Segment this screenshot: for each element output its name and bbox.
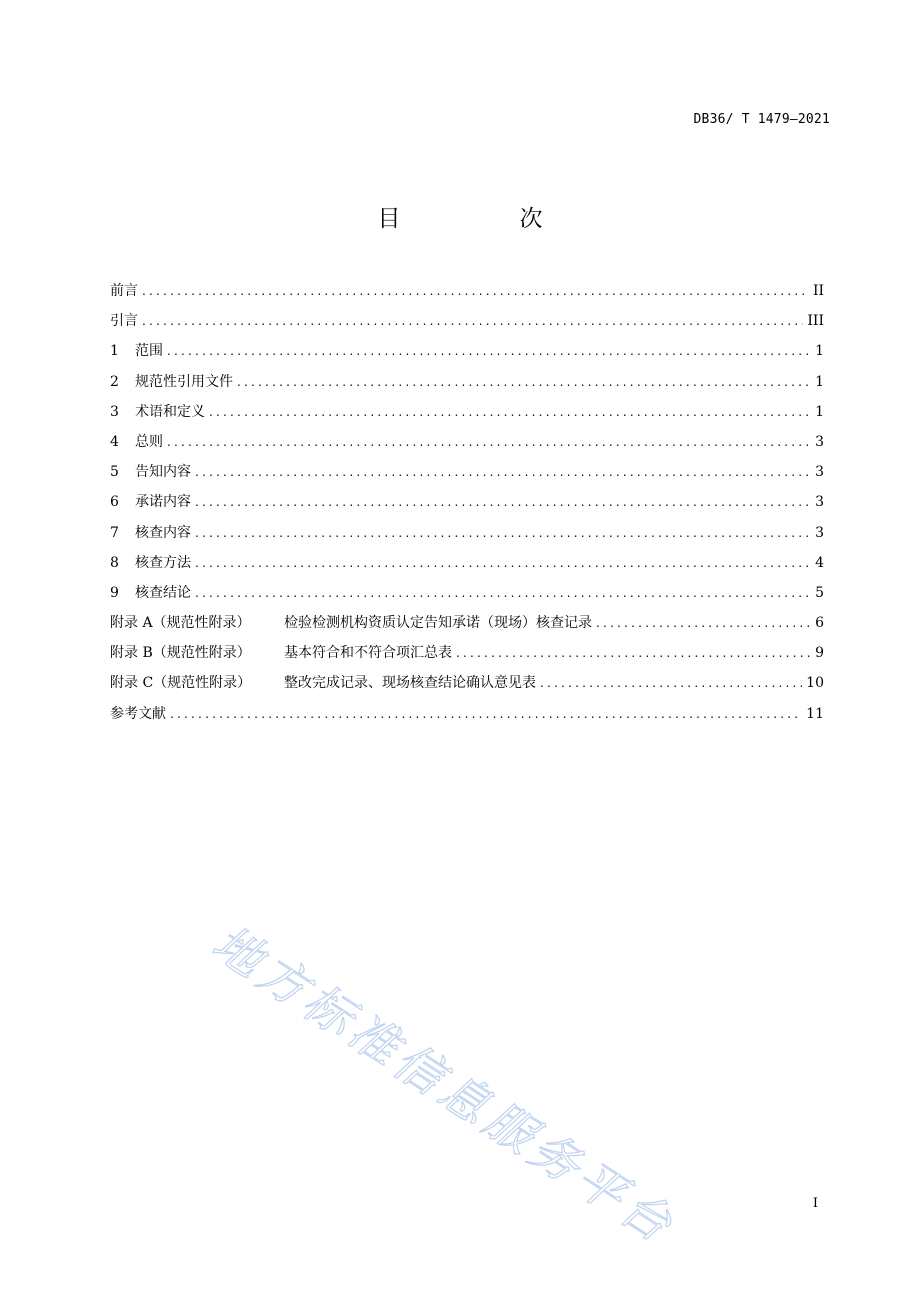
toc-entry-label: 规范性引用文件 [135,373,233,390]
toc-entry-page: 3 [815,494,824,511]
toc-entry-label: 检验检测机构资质认定告知承诺（现场）核查记录 [284,615,592,632]
toc-leader-dots [456,638,810,668]
toc-entry-number: 6 [110,494,119,511]
toc-entry-label: 核查结论 [135,584,191,601]
toc-entry[interactable] [110,397,824,427]
toc-entry-number: 4 [110,433,119,450]
toc-entry[interactable] [110,548,824,578]
toc-leader-dots [195,578,810,608]
toc-entry-page: 6 [815,615,824,632]
watermark: 地方标准信息服务平台 [202,914,686,1256]
toc-entry-annex: 附录 A（规范性附录） [110,615,251,632]
toc-entry-number: 8 [110,554,119,571]
toc-leader-dots [142,276,809,306]
toc-entry-number: 1 [110,343,119,360]
toc-leader-dots [195,457,810,487]
toc-leader-dots [209,397,810,427]
document-code: DB36/ T 1479—2021 [693,112,830,127]
toc-leader-dots [167,336,810,366]
toc-entry[interactable] [110,638,824,668]
toc-leader-dots [195,518,810,548]
toc-leader-dots [540,668,802,698]
toc-entry-label: 整改完成记录、现场核查结论确认意见表 [284,675,536,692]
toc-entry-page: 9 [815,645,824,662]
toc-entry-page: 3 [815,524,824,541]
toc-entry-page: 1 [815,373,824,390]
toc-entry-page: 11 [806,705,824,722]
toc-entry-page: 5 [815,584,824,601]
toc-entry-page: III [807,313,824,330]
toc-entry-page: 10 [806,675,824,692]
toc-entry[interactable] [110,487,824,517]
toc-entry-label: 基本符合和不符合项汇总表 [284,645,452,662]
toc-entry[interactable] [110,578,824,608]
toc-leader-dots [195,487,810,517]
page-title: 目 次 [377,206,591,232]
toc-entry[interactable] [110,427,824,457]
toc-entry-page: 1 [815,343,824,360]
toc-entry-annex: 附录 C（规范性附录） [110,675,252,692]
toc-leader-dots [596,608,810,638]
toc-entry-number: 9 [110,584,119,601]
toc-entry-annex: 附录 B（规范性附录） [110,645,251,662]
toc-entry-page: 3 [815,433,824,450]
toc-entry-number: 7 [110,524,119,541]
toc-leader-dots [142,306,803,336]
toc-entry-label: 术语和定义 [135,403,205,420]
toc-entry[interactable] [110,306,824,336]
toc-leader-dots [170,699,802,729]
toc-entry[interactable] [110,336,824,366]
toc-entry[interactable] [110,518,824,548]
toc-leader-dots [237,367,810,397]
toc-entry-label: 核查内容 [135,524,191,541]
toc-entry-label: 参考文献 [110,705,166,722]
page-number: I [812,1196,818,1211]
toc-entry[interactable] [110,668,824,698]
toc-entry-page: 3 [815,464,824,481]
toc-entry-label: 前言 [110,283,138,299]
toc-entry-label: 总则 [135,433,163,450]
toc-leader-dots [167,427,810,457]
toc-entry-label: 引言 [110,313,138,330]
toc-entry-label: 告知内容 [135,464,191,481]
toc-entry-page: 4 [815,554,824,571]
toc-entry-page: 1 [815,403,824,420]
toc-entry-number: 2 [110,373,119,390]
toc-entry-label: 核查方法 [135,554,191,571]
toc-entry-page: II [812,283,824,299]
toc-entry[interactable] [110,367,824,397]
toc-leader-dots [195,548,810,578]
toc-entry-label: 承诺内容 [135,494,191,511]
toc-entry-label: 范围 [135,343,163,360]
toc-entry[interactable] [110,276,824,306]
toc-entry[interactable] [110,608,824,638]
toc-entry-number: 5 [110,464,119,481]
toc-entry[interactable] [110,457,824,487]
toc-entry-number: 3 [110,403,119,420]
toc-entry[interactable] [110,699,824,729]
table-of-contents [110,276,824,729]
